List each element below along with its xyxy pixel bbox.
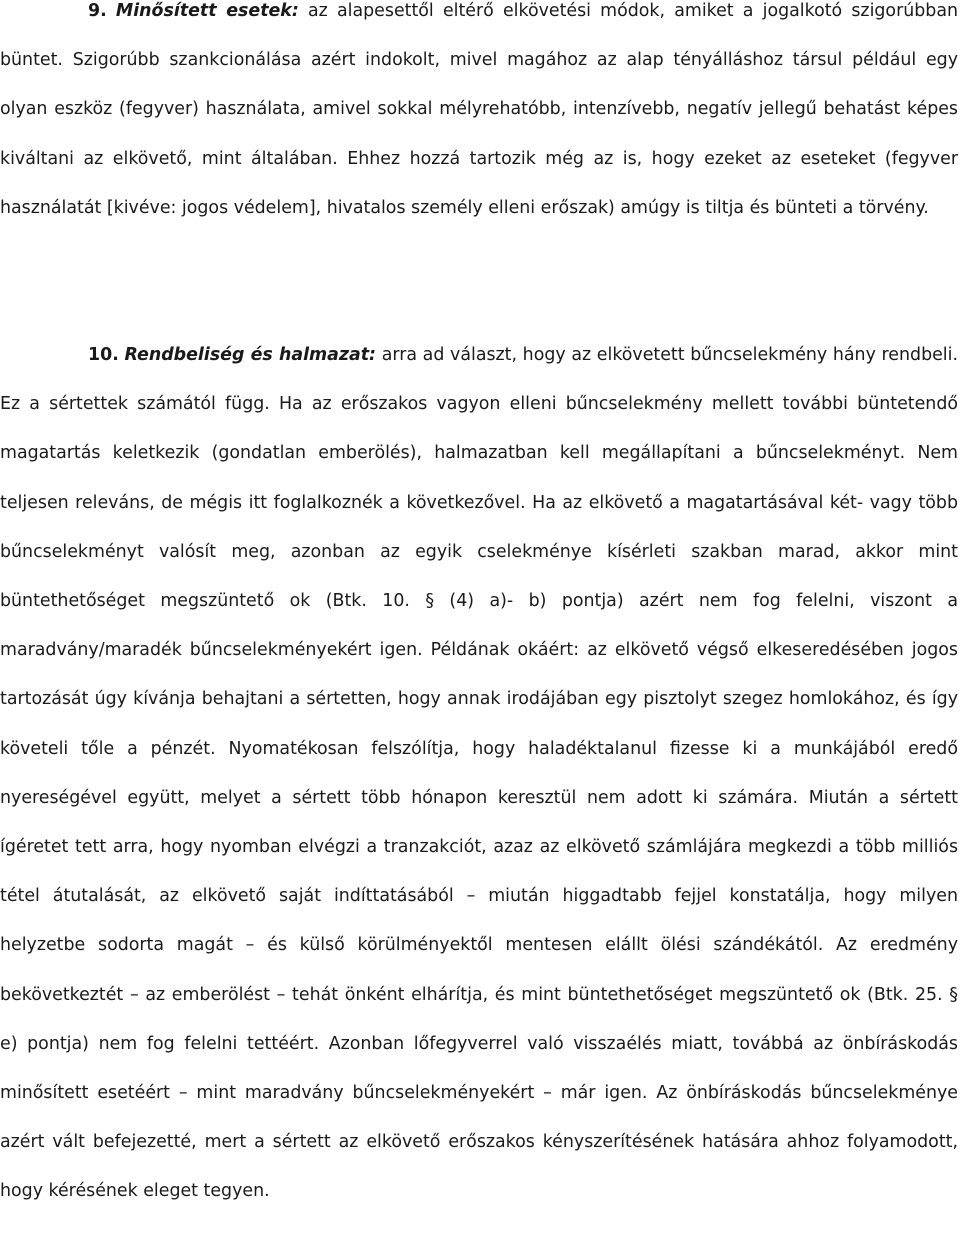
section-text: arra ad választ, hogy az elkövetett bűncselekmény hány rendbeli. Ez a sértettek számától függ. Ha az erőszakos vagyon elleni bűncselekmény mellett további büntetendő magatartás keletkezik (gondatlan emberölés), halmazatban kell megállapítani a bűncselekményt. Nem teljesen releváns, de mégis itt foglalkoznék a következővel. Ha az elkövető a magatartásával két- vagy több bűncselekményt valósít meg, azonban az egyik cselekménye kísérleti szakban marad, akkor mint büntethetőséget megszüntető ok (Btk. 10. § (4) a)- b) pontja) azért nem fog felelni, viszont a maradvány/maradék bűncselekményekért igen. Példának okáért: az elkövető végső elkeseredésében jogos tartozását úgy kívánja behajtani a sértetten, hogy annak irodájában egy pisztolyt szegez homlokához, és így követeli tőle a pénzét. Nyomatékosan felszólítja, hogy haladéktalanul fizesse ki a munkájából eredő nyereségével együtt, melyet a sértett több hónapon keresztül nem adott ki számára. Miután a sértett ígéretet tett arra, hogy nyomban elvégzi a tranzakciót, azaz az elkövető számlájára megkezdi a több milliós tétel átutalását, az elkövető saját indíttatásából – miután higgadtabb fejjel konstatálja, hogy milyen helyzetbe sodorta magát – és külső körülményektől mentesen elállt ölési szándékától. Az eredmény bekövetkeztét – az emberölést – tehát önként elhárítja, és mint büntethetőséget megszüntető ok (Btk. 25. § e) pontja) nem fog felelni tettéért. Azonban lőfegyverrel való visszaélés miatt, továbbá az önbíráskodás minősített esetéért – mint maradvány bűncselekményekért – már igen. Az önbíráskodás bűncselekménye azért vált befejezetté, mert a sértett az elkövető erőszakos kényszerítésének hatására ahhoz folyamodott, hogy kérésének eleget tegyen. — [0, 345, 958, 1202]
section-10-paragraph — [0, 331, 958, 1217]
section-number: 9. — [88, 1, 107, 21]
section-9-paragraph — [0, 0, 958, 233]
section-term: Rendbeliség és halmazat: — [124, 345, 377, 365]
section-text: az alapesettől eltérő elkövetési módok, amiket a jogalkotó szigorúbban büntet. Szigorúbb szankcionálása azért indokolt, mivel magához az alap tényálláshoz társul például egy olyan eszköz (fegyver) használata, amivel sokkal mélyrehatóbb, intenzívebb, negatív jellegű behatást képes kiváltani az elkövető, mint általában. Ehhez hozzá tartozik még az is, hogy ezeket az eseteket (fegyver használatát [kivéve: jogos védelem], hivatalos személy elleni erőszak) amúgy is tiltja és bünteti a törvény. — [0, 1, 959, 218]
section-number: 10. — [88, 345, 119, 365]
section-term: Minősített esetek: — [115, 1, 299, 21]
